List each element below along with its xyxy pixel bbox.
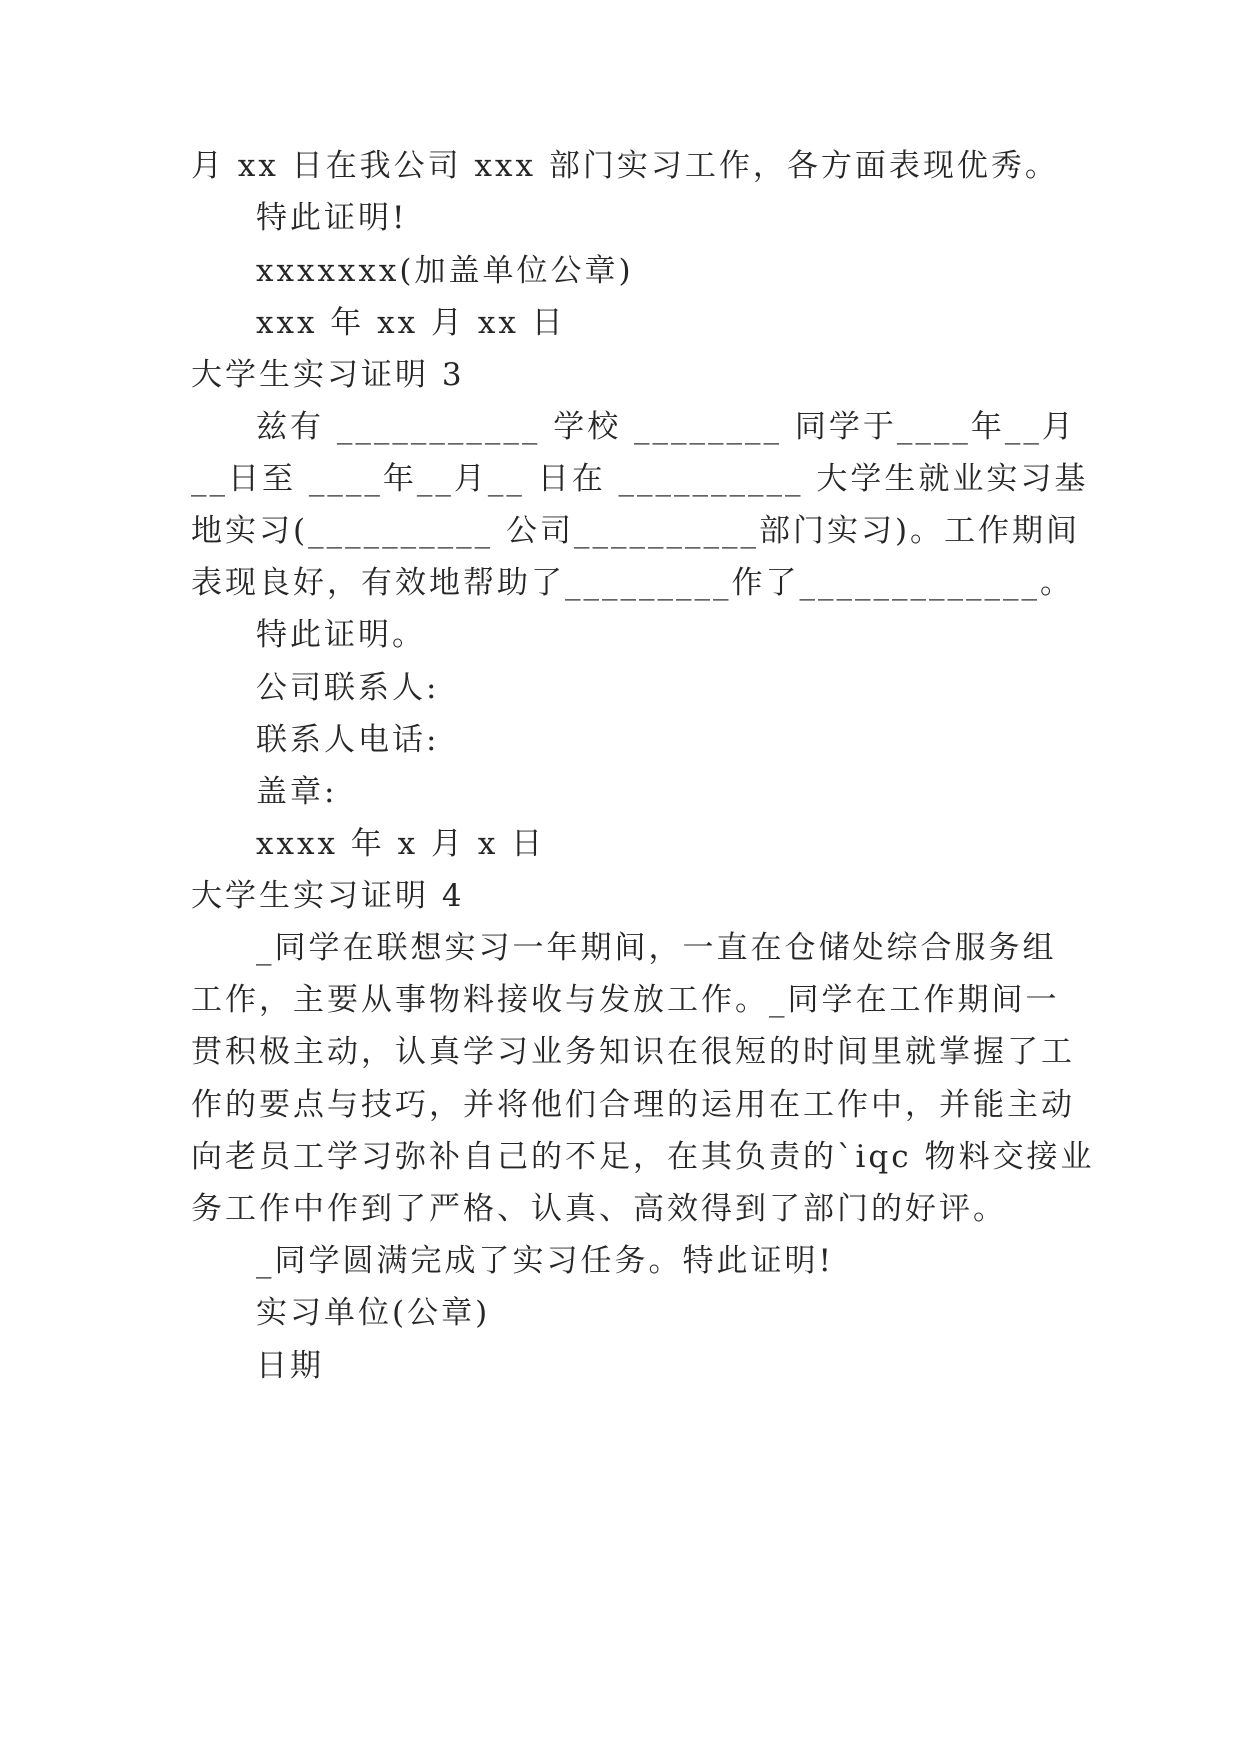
paragraph-line: __日至 ____年__月__ 日在 __________ 大学生就业实习基 xyxy=(191,461,1089,497)
paragraph-line: 工作，主要从事物料接收与发放工作。_同学在工作期间一 xyxy=(191,982,1060,1018)
date-line: xxxx 年 x 月 x 日 xyxy=(256,826,546,862)
closing-statement: 特此证明! xyxy=(256,200,408,236)
paragraph-line: 表现良好，有效地帮助了_________作了_____________。 xyxy=(191,565,1074,601)
paragraph-line: 地实习(__________ 公司__________部门实习)。工作期间 xyxy=(191,513,1081,549)
seal-label: 盖章: xyxy=(256,774,338,810)
section-title: 大学生实习证明 3 xyxy=(191,357,465,393)
contact-phone-label: 联系人电话: xyxy=(256,722,440,758)
section-title: 大学生实习证明 4 xyxy=(191,878,465,914)
paragraph-line: 月 xx 日在我公司 xxx 部门实习工作，各方面表现优秀。 xyxy=(191,148,1059,184)
contact-person-label: 公司联系人: xyxy=(256,670,440,706)
paragraph-line: 贯积极主动，认真学习业务知识在很短的时间里就掌握了工 xyxy=(191,1034,1075,1070)
closing-statement: 特此证明。 xyxy=(256,617,426,653)
paragraph-line: _同学在联想实习一年期间，一直在仓储处综合服务组 xyxy=(256,930,1057,966)
date-label: 日期 xyxy=(256,1348,324,1384)
paragraph-line: 作的要点与技巧，并将他们合理的运用在工作中，并能主动 xyxy=(191,1087,1075,1123)
paragraph-line: 兹有 ___________ 学校 ________ 同学于____年__月 xyxy=(256,409,1076,445)
paragraph-line: 务工作中作到了严格、认真、高效得到了部门的好评。 xyxy=(191,1191,1007,1227)
date-line: xxx 年 xx 月 xx 日 xyxy=(256,305,566,341)
paragraph-line: 向老员工学习弥补自己的不足，在其负责的`iqc 物料交接业 xyxy=(191,1139,1095,1175)
completion-statement: _同学圆满完成了实习任务。特此证明! xyxy=(256,1243,834,1279)
issuer-seal-line: xxxxxxx(加盖单位公章) xyxy=(256,253,634,289)
unit-seal-label: 实习单位(公章) xyxy=(256,1295,491,1331)
